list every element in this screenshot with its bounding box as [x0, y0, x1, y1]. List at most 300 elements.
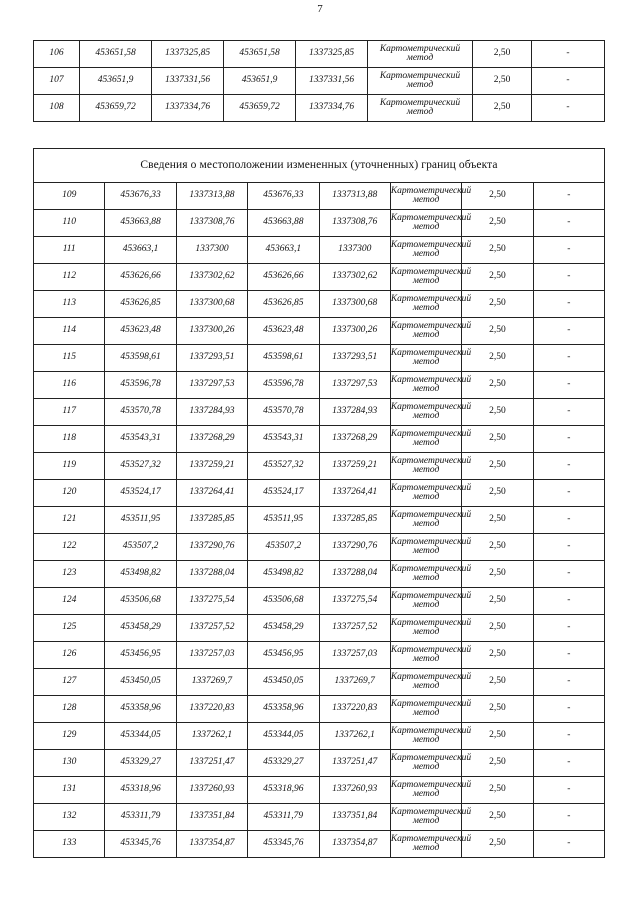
- precision-cell: 2,50: [473, 41, 532, 68]
- point-number-cell: 126: [34, 642, 105, 669]
- table-row: [34, 41, 605, 68]
- method-line-2: метод: [406, 107, 434, 117]
- precision-cell: 2,50: [462, 426, 533, 453]
- method-line-1: Картометрический: [390, 510, 472, 520]
- existing-y-cell: 1337264,41: [176, 480, 247, 507]
- point-number-cell: 120: [34, 480, 105, 507]
- existing-x-cell: 453311,79: [105, 804, 176, 831]
- description-cell: -: [533, 426, 604, 453]
- existing-y-cell: 1337284,93: [176, 399, 247, 426]
- existing-x-cell: 453358,96: [105, 696, 176, 723]
- point-number-cell: 122: [34, 534, 105, 561]
- existing-x-cell: 453507,2: [105, 534, 176, 561]
- existing-x-cell: 453345,76: [105, 831, 176, 858]
- method-line-2: метод: [412, 654, 440, 664]
- existing-y-cell: 1337259,21: [176, 453, 247, 480]
- point-number-cell: 115: [34, 345, 105, 372]
- existing-y-cell: 1337300: [176, 237, 247, 264]
- description-cell: -: [533, 534, 604, 561]
- method-cell: [390, 291, 472, 318]
- description-cell: -: [533, 183, 604, 210]
- existing-x-cell: 453623,48: [105, 318, 176, 345]
- table-row: [34, 669, 605, 696]
- method-line-1: Картометрический: [390, 375, 472, 385]
- method-cell: [390, 804, 472, 831]
- refined-x-cell: 453511,95: [248, 507, 319, 534]
- precision-cell: 2,50: [462, 615, 533, 642]
- method-cell: [390, 615, 472, 642]
- coordinates-table-continued-body: [34, 41, 605, 122]
- method-line-1: Картометрический: [379, 44, 461, 54]
- refined-x-cell: 453596,78: [248, 372, 319, 399]
- existing-x-cell: 453570,78: [105, 399, 176, 426]
- point-number-cell: 112: [34, 264, 105, 291]
- description-cell: -: [533, 723, 604, 750]
- existing-x-cell: 453663,1: [105, 237, 176, 264]
- method-cell: [390, 534, 472, 561]
- precision-cell: 2,50: [462, 534, 533, 561]
- table-row: [34, 372, 605, 399]
- method-cell: [390, 777, 472, 804]
- page-number: 7: [317, 3, 323, 15]
- refined-x-cell: 453524,17: [248, 480, 319, 507]
- changed-boundaries-table-body: [34, 149, 605, 858]
- existing-x-cell: 453498,82: [105, 561, 176, 588]
- point-number-cell: 130: [34, 750, 105, 777]
- refined-y-cell: 1337300,68: [319, 291, 390, 318]
- refined-y-cell: 1337288,04: [319, 561, 390, 588]
- method-line-2: метод: [412, 195, 440, 205]
- existing-y-cell: 1337290,76: [176, 534, 247, 561]
- description-cell: -: [533, 588, 604, 615]
- table-row: [34, 237, 605, 264]
- table-row: [34, 534, 605, 561]
- method-line-1: Картометрический: [390, 240, 472, 250]
- existing-y-cell: 1337302,62: [176, 264, 247, 291]
- table-row: [34, 210, 605, 237]
- refined-x-cell: 453506,68: [248, 588, 319, 615]
- refined-x-cell: 453458,29: [248, 615, 319, 642]
- refined-x-cell: 453598,61: [248, 345, 319, 372]
- method-cell: [390, 723, 472, 750]
- precision-cell: 2,50: [462, 372, 533, 399]
- existing-y-cell: 1337351,84: [176, 804, 247, 831]
- changed-boundaries-table: [33, 148, 605, 858]
- method-cell: [368, 68, 473, 95]
- refined-x-cell: 453344,05: [248, 723, 319, 750]
- refined-x-cell: 453318,96: [248, 777, 319, 804]
- method-line-2: метод: [412, 735, 440, 745]
- refined-x-cell: 453358,96: [248, 696, 319, 723]
- method-line-2: метод: [412, 303, 440, 313]
- method-line-2: метод: [412, 762, 440, 772]
- table-row: [34, 507, 605, 534]
- table-row: [34, 723, 605, 750]
- refined-y-cell: 1337269,7: [319, 669, 390, 696]
- method-line-1: Картометрический: [390, 483, 472, 493]
- description-cell: -: [533, 669, 604, 696]
- method-line-1: Картометрический: [390, 537, 472, 547]
- method-cell: [390, 399, 472, 426]
- point-number-cell: 111: [34, 237, 105, 264]
- method-cell: [390, 237, 472, 264]
- refined-x-cell: 453498,82: [248, 561, 319, 588]
- refined-y-cell: 1337220,83: [319, 696, 390, 723]
- coordinates-table-continued: [33, 40, 605, 122]
- method-line-2: метод: [412, 843, 440, 853]
- existing-y-cell: 1337325,85: [152, 41, 224, 68]
- point-number-cell: 124: [34, 588, 105, 615]
- table-row: [34, 264, 605, 291]
- method-cell: [390, 696, 472, 723]
- method-line-1: Картометрический: [390, 186, 472, 196]
- precision-cell: 2,50: [473, 68, 532, 95]
- precision-cell: 2,50: [473, 95, 532, 122]
- description-cell: -: [533, 399, 604, 426]
- refined-x-cell: 453543,31: [248, 426, 319, 453]
- description-cell: -: [533, 615, 604, 642]
- method-cell: [390, 507, 472, 534]
- refined-x-cell: 453626,85: [248, 291, 319, 318]
- method-line-2: метод: [412, 519, 440, 529]
- table-row: [34, 831, 605, 858]
- section-title-row: [34, 149, 605, 183]
- point-number-cell: 117: [34, 399, 105, 426]
- table-row: [34, 68, 605, 95]
- method-cell: [368, 95, 473, 122]
- existing-y-cell: 1337257,03: [176, 642, 247, 669]
- table-row: [34, 345, 605, 372]
- refined-y-cell: 1337300: [319, 237, 390, 264]
- refined-y-cell: 1337260,93: [319, 777, 390, 804]
- refined-x-cell: 453527,32: [248, 453, 319, 480]
- method-line-1: Картометрический: [379, 98, 461, 108]
- method-line-2: метод: [412, 546, 440, 556]
- existing-x-cell: 453456,95: [105, 642, 176, 669]
- refined-y-cell: 1337290,76: [319, 534, 390, 561]
- description-cell: -: [533, 480, 604, 507]
- description-cell: -: [533, 264, 604, 291]
- method-line-2: метод: [412, 249, 440, 259]
- method-line-2: метод: [412, 438, 440, 448]
- existing-y-cell: 1337268,29: [176, 426, 247, 453]
- method-line-2: метод: [412, 384, 440, 394]
- existing-x-cell: 453329,27: [105, 750, 176, 777]
- method-cell: [390, 372, 472, 399]
- existing-x-cell: 453318,96: [105, 777, 176, 804]
- existing-x-cell: 453511,95: [105, 507, 176, 534]
- method-cell: [390, 588, 472, 615]
- description-cell: -: [532, 68, 605, 95]
- point-number-cell: 116: [34, 372, 105, 399]
- method-line-1: Картометрический: [390, 618, 472, 628]
- point-number-cell: 107: [34, 68, 80, 95]
- precision-cell: 2,50: [462, 237, 533, 264]
- refined-y-cell: 1337264,41: [319, 480, 390, 507]
- method-cell: [390, 480, 472, 507]
- precision-cell: 2,50: [462, 183, 533, 210]
- method-line-1: Картометрический: [390, 456, 472, 466]
- method-cell: [390, 426, 472, 453]
- refined-x-cell: 453659,72: [224, 95, 296, 122]
- precision-cell: 2,50: [462, 480, 533, 507]
- point-number-cell: 121: [34, 507, 105, 534]
- method-line-1: Картометрический: [390, 213, 472, 223]
- existing-x-cell: 453543,31: [105, 426, 176, 453]
- existing-y-cell: 1337288,04: [176, 561, 247, 588]
- refined-y-cell: 1337284,93: [319, 399, 390, 426]
- existing-x-cell: 453651,9: [80, 68, 152, 95]
- table-row: [34, 318, 605, 345]
- precision-cell: 2,50: [462, 507, 533, 534]
- method-line-2: метод: [406, 53, 434, 63]
- refined-x-cell: 453329,27: [248, 750, 319, 777]
- precision-cell: 2,50: [462, 723, 533, 750]
- refined-y-cell: 1337297,53: [319, 372, 390, 399]
- description-cell: -: [533, 507, 604, 534]
- existing-x-cell: 453506,68: [105, 588, 176, 615]
- refined-y-cell: 1337285,85: [319, 507, 390, 534]
- section-title: Сведения о местоположении измененных (уточненных) границ объекта: [34, 149, 605, 183]
- precision-cell: 2,50: [462, 318, 533, 345]
- table-row: [34, 426, 605, 453]
- existing-x-cell: 453663,88: [105, 210, 176, 237]
- method-cell: [390, 561, 472, 588]
- method-line-1: Картометрический: [390, 402, 472, 412]
- existing-y-cell: 1337334,76: [152, 95, 224, 122]
- existing-x-cell: 453659,72: [80, 95, 152, 122]
- table-row: [34, 642, 605, 669]
- precision-cell: 2,50: [462, 345, 533, 372]
- existing-x-cell: 453626,85: [105, 291, 176, 318]
- precision-cell: 2,50: [462, 291, 533, 318]
- refined-y-cell: 1337313,88: [319, 183, 390, 210]
- precision-cell: 2,50: [462, 453, 533, 480]
- description-cell: -: [532, 41, 605, 68]
- existing-x-cell: 453626,66: [105, 264, 176, 291]
- precision-cell: 2,50: [462, 399, 533, 426]
- table-row: [34, 561, 605, 588]
- method-line-2: метод: [412, 411, 440, 421]
- point-number-cell: 128: [34, 696, 105, 723]
- point-number-cell: 113: [34, 291, 105, 318]
- description-cell: -: [533, 318, 604, 345]
- table-row: [34, 399, 605, 426]
- existing-y-cell: 1337308,76: [176, 210, 247, 237]
- method-line-2: метод: [412, 600, 440, 610]
- existing-x-cell: 453676,33: [105, 183, 176, 210]
- existing-y-cell: 1337331,56: [152, 68, 224, 95]
- table-row: [34, 183, 605, 210]
- existing-y-cell: 1337262,1: [176, 723, 247, 750]
- precision-cell: 2,50: [462, 669, 533, 696]
- method-line-2: метод: [412, 573, 440, 583]
- precision-cell: 2,50: [462, 831, 533, 858]
- table-row: [34, 453, 605, 480]
- description-cell: -: [533, 831, 604, 858]
- refined-x-cell: 453311,79: [248, 804, 319, 831]
- precision-cell: 2,50: [462, 777, 533, 804]
- existing-y-cell: 1337285,85: [176, 507, 247, 534]
- existing-y-cell: 1337251,47: [176, 750, 247, 777]
- method-line-2: метод: [412, 681, 440, 691]
- method-cell: [390, 345, 472, 372]
- precision-cell: 2,50: [462, 750, 533, 777]
- method-line-1: Картометрический: [390, 591, 472, 601]
- point-number-cell: 110: [34, 210, 105, 237]
- table-row: [34, 291, 605, 318]
- refined-y-cell: 1337354,87: [319, 831, 390, 858]
- method-line-2: метод: [412, 708, 440, 718]
- point-number-cell: 118: [34, 426, 105, 453]
- table-row: [34, 777, 605, 804]
- table-row: [34, 750, 605, 777]
- refined-x-cell: 453623,48: [248, 318, 319, 345]
- description-cell: -: [533, 453, 604, 480]
- existing-x-cell: 453524,17: [105, 480, 176, 507]
- precision-cell: 2,50: [462, 642, 533, 669]
- refined-y-cell: 1337351,84: [319, 804, 390, 831]
- method-cell: [390, 210, 472, 237]
- existing-x-cell: 453651,58: [80, 41, 152, 68]
- method-line-2: метод: [412, 357, 440, 367]
- method-line-1: Картометрический: [390, 672, 472, 682]
- existing-y-cell: 1337354,87: [176, 831, 247, 858]
- description-cell: -: [532, 95, 605, 122]
- refined-x-cell: 453676,33: [248, 183, 319, 210]
- refined-x-cell: 453651,9: [224, 68, 296, 95]
- point-number-cell: 125: [34, 615, 105, 642]
- refined-y-cell: 1337293,51: [319, 345, 390, 372]
- refined-y-cell: 1337325,85: [296, 41, 368, 68]
- refined-y-cell: 1337275,54: [319, 588, 390, 615]
- existing-y-cell: 1337275,54: [176, 588, 247, 615]
- refined-y-cell: 1337331,56: [296, 68, 368, 95]
- method-line-1: Картометрический: [390, 834, 472, 844]
- precision-cell: 2,50: [462, 804, 533, 831]
- precision-cell: 2,50: [462, 588, 533, 615]
- refined-y-cell: 1337262,1: [319, 723, 390, 750]
- refined-y-cell: 1337259,21: [319, 453, 390, 480]
- point-number-cell: 108: [34, 95, 80, 122]
- existing-y-cell: 1337293,51: [176, 345, 247, 372]
- existing-y-cell: 1337313,88: [176, 183, 247, 210]
- point-number-cell: 119: [34, 453, 105, 480]
- method-line-1: Картометрический: [390, 753, 472, 763]
- method-line-2: метод: [412, 276, 440, 286]
- description-cell: -: [533, 372, 604, 399]
- refined-x-cell: 453456,95: [248, 642, 319, 669]
- point-number-cell: 129: [34, 723, 105, 750]
- method-cell: [368, 41, 473, 68]
- existing-y-cell: 1337257,52: [176, 615, 247, 642]
- method-cell: [390, 318, 472, 345]
- method-line-1: Картометрический: [390, 564, 472, 574]
- method-line-2: метод: [412, 816, 440, 826]
- description-cell: -: [533, 237, 604, 264]
- method-line-1: Картометрический: [390, 348, 472, 358]
- point-number-cell: 132: [34, 804, 105, 831]
- method-cell: [390, 750, 472, 777]
- method-line-2: метод: [412, 627, 440, 637]
- method-line-1: Картометрический: [390, 780, 472, 790]
- method-line-1: Картометрический: [390, 294, 472, 304]
- point-number-cell: 106: [34, 41, 80, 68]
- point-number-cell: 131: [34, 777, 105, 804]
- existing-x-cell: 453450,05: [105, 669, 176, 696]
- existing-y-cell: 1337220,83: [176, 696, 247, 723]
- method-line-1: Картометрический: [390, 699, 472, 709]
- description-cell: -: [533, 345, 604, 372]
- method-cell: [390, 264, 472, 291]
- method-cell: [390, 642, 472, 669]
- existing-y-cell: 1337300,26: [176, 318, 247, 345]
- method-line-2: метод: [412, 222, 440, 232]
- method-cell: [390, 453, 472, 480]
- refined-y-cell: 1337334,76: [296, 95, 368, 122]
- refined-y-cell: 1337257,03: [319, 642, 390, 669]
- refined-x-cell: 453345,76: [248, 831, 319, 858]
- refined-x-cell: 453626,66: [248, 264, 319, 291]
- precision-cell: 2,50: [462, 264, 533, 291]
- existing-x-cell: 453527,32: [105, 453, 176, 480]
- description-cell: -: [533, 291, 604, 318]
- method-line-1: Картометрический: [390, 321, 472, 331]
- existing-y-cell: 1337297,53: [176, 372, 247, 399]
- refined-x-cell: 453507,2: [248, 534, 319, 561]
- refined-y-cell: 1337268,29: [319, 426, 390, 453]
- method-line-2: метод: [406, 80, 434, 90]
- existing-x-cell: 453458,29: [105, 615, 176, 642]
- table-row: [34, 804, 605, 831]
- existing-y-cell: 1337260,93: [176, 777, 247, 804]
- refined-x-cell: 453651,58: [224, 41, 296, 68]
- refined-y-cell: 1337308,76: [319, 210, 390, 237]
- method-line-1: Картометрический: [390, 267, 472, 277]
- point-number-cell: 127: [34, 669, 105, 696]
- precision-cell: 2,50: [462, 696, 533, 723]
- description-cell: -: [533, 210, 604, 237]
- table-row: [34, 95, 605, 122]
- table-row: [34, 588, 605, 615]
- table-row: [34, 615, 605, 642]
- refined-y-cell: 1337300,26: [319, 318, 390, 345]
- description-cell: -: [533, 696, 604, 723]
- description-cell: -: [533, 777, 604, 804]
- description-cell: -: [533, 642, 604, 669]
- existing-y-cell: 1337269,7: [176, 669, 247, 696]
- description-cell: -: [533, 561, 604, 588]
- point-number-cell: 133: [34, 831, 105, 858]
- method-line-2: метод: [412, 330, 440, 340]
- refined-x-cell: 453450,05: [248, 669, 319, 696]
- table-row: [34, 480, 605, 507]
- method-line-2: метод: [412, 789, 440, 799]
- method-cell: [390, 831, 472, 858]
- precision-cell: 2,50: [462, 210, 533, 237]
- method-line-1: Картометрический: [379, 71, 461, 81]
- method-line-1: Картометрический: [390, 645, 472, 655]
- existing-x-cell: 453596,78: [105, 372, 176, 399]
- method-line-2: метод: [412, 492, 440, 502]
- refined-y-cell: 1337251,47: [319, 750, 390, 777]
- refined-y-cell: 1337257,52: [319, 615, 390, 642]
- precision-cell: 2,50: [462, 561, 533, 588]
- description-cell: -: [533, 804, 604, 831]
- method-cell: [390, 183, 472, 210]
- refined-y-cell: 1337302,62: [319, 264, 390, 291]
- refined-x-cell: 453663,88: [248, 210, 319, 237]
